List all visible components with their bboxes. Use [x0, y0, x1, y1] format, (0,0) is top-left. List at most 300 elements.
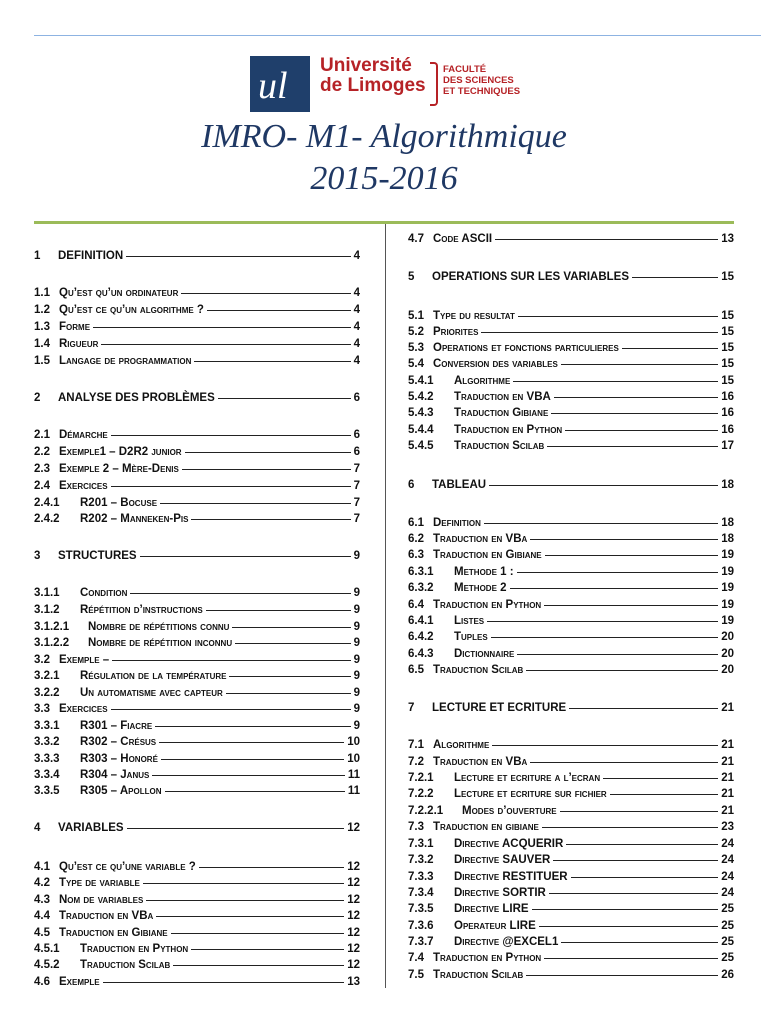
toc-entry[interactable]: [408, 968, 734, 982]
toc-entry-label: Conversion des variables: [433, 358, 558, 370]
toc-entry[interactable]: [408, 755, 734, 769]
toc-entry-label: Traduction en gibiane: [433, 821, 539, 833]
toc-entry-label: Traduction en Gibiane: [59, 927, 168, 939]
toc-leader-line: [622, 348, 718, 349]
toc-entry-page: 10: [347, 736, 360, 748]
toc-entry-number: 3.1.1: [34, 587, 60, 599]
toc-leader-line: [551, 413, 718, 414]
toc-entry[interactable]: [408, 309, 734, 323]
toc-entry-label: Traduction en Python: [433, 952, 542, 964]
toc-entry-page: 19: [721, 549, 734, 561]
toc-leader-line: [487, 621, 718, 622]
toc-entry-label: R302 – Crésus: [80, 736, 157, 748]
toc-entry-label: Directive @EXCEL1: [454, 936, 559, 948]
toc-entry-page: 20: [721, 631, 734, 643]
toc-entry[interactable]: [408, 870, 734, 884]
toc-entry-number: 4.5.2: [34, 959, 60, 971]
toc-entry-number: 4.7: [408, 233, 424, 245]
toc-entry-number: 6.1: [408, 517, 424, 529]
toc-entry-label: Exemple: [59, 976, 100, 988]
toc-entry-label: OPERATIONS SUR LES VARIABLES: [432, 271, 630, 283]
toc-entry-label: Type du resultat: [433, 310, 515, 322]
toc-leader-line: [226, 693, 351, 694]
toc-entry[interactable]: [408, 374, 734, 388]
toc-entry-number: 7.5: [408, 969, 424, 981]
toc-entry-page: 24: [721, 887, 734, 899]
toc-leader-line: [554, 397, 718, 398]
toc-entry-label: Algorithme: [433, 739, 490, 751]
toc-leader-line: [491, 637, 719, 638]
toc-entry-number: 5.1: [408, 310, 424, 322]
toc-entry-page: 7: [353, 513, 360, 525]
toc-entry-label: Directive SORTIR: [454, 887, 546, 899]
toc-entry-number: 7.2.2.1: [408, 805, 444, 817]
toc-entry[interactable]: [34, 512, 360, 526]
toc-entry-number: 7.3.7: [408, 936, 434, 948]
toc-entry[interactable]: [34, 445, 360, 459]
toc-leader-line: [191, 949, 344, 950]
faculty-line3: ET TECHNIQUES: [443, 86, 521, 97]
university-name-line1: Université: [320, 55, 412, 76]
toc-entry-label: R201 – Bocuse: [80, 497, 158, 509]
toc-entry-page: 9: [353, 670, 360, 682]
toc-entry-number: 2.2: [34, 446, 50, 458]
toc-entry[interactable]: [408, 439, 734, 453]
toc-entry[interactable]: [34, 893, 360, 907]
toc-entry[interactable]: [408, 406, 734, 420]
toc-entry-label: Traduction Scilab: [454, 440, 545, 452]
toc-entry-page: 11: [347, 769, 360, 781]
toc-entry-label: Traduction en Python: [454, 424, 563, 436]
toc-leader-line: [603, 778, 718, 779]
toc-entry-page: 12: [347, 861, 360, 873]
toc-chapter-entry[interactable]: [408, 478, 734, 492]
toc-entry-page: 19: [721, 582, 734, 594]
toc-entry[interactable]: [408, 581, 734, 595]
toc-entry-label: R202 – Manneken-Pis: [80, 513, 189, 525]
toc-entry-page: 19: [721, 599, 734, 611]
toc-leader-line: [489, 485, 718, 486]
toc-leader-line: [492, 745, 718, 746]
university-logo: [250, 56, 530, 112]
toc-entry-number: 4.5: [34, 927, 50, 939]
toc-leader-line: [112, 660, 350, 661]
toc-leader-line: [229, 676, 350, 677]
toc-entry[interactable]: [34, 768, 360, 782]
toc-entry-number: 7.4: [408, 952, 424, 964]
toc-entry-label: Traduction en VBa: [433, 756, 528, 768]
toc-leader-line: [571, 877, 719, 878]
toc-entry[interactable]: [408, 614, 734, 628]
toc-entry-number: 1.3: [34, 321, 50, 333]
toc-entry[interactable]: [34, 354, 360, 368]
toc-entry[interactable]: [34, 428, 360, 442]
toc-entry-label: Exercices: [59, 480, 108, 492]
toc-entry-label: Nombre de répétitions connu: [88, 621, 230, 633]
toc-entry-number: 7.3: [408, 821, 424, 833]
toc-leader-line: [632, 277, 718, 278]
toc-leader-line: [191, 519, 350, 520]
toc-leader-line: [146, 900, 344, 901]
toc-entry-number: 3.3.1: [34, 720, 60, 732]
toc-entry-number: 3.1.2.1: [34, 621, 70, 633]
toc-entry-page: 4: [353, 321, 360, 333]
toc-leader-line: [481, 332, 718, 333]
university-name-line2: de Limoges: [320, 75, 426, 96]
toc-entry-number: 6.4.3: [408, 648, 434, 660]
faculty-line1: FACULTÉ: [443, 64, 487, 75]
toc-entry-number: 1.1: [34, 287, 50, 299]
toc-entry-label: Traduction en Python: [80, 943, 189, 955]
toc-leader-line: [549, 893, 718, 894]
toc-entry[interactable]: [408, 341, 734, 355]
toc-entry[interactable]: [34, 586, 360, 600]
toc-entry-number: 6.5: [408, 664, 424, 676]
toc-entry-number: 3.3.2: [34, 736, 60, 748]
toc-entry[interactable]: [34, 496, 360, 510]
toc-entry-number: 2.1: [34, 429, 50, 441]
toc-leader-line: [565, 430, 718, 431]
toc-entry[interactable]: [34, 975, 360, 989]
toc-entry[interactable]: [34, 784, 360, 798]
toc-entry[interactable]: [408, 325, 734, 339]
toc-entry-page: 9: [353, 604, 360, 616]
toc-entry-page: 6: [353, 446, 360, 458]
toc-entry-label: Condition: [80, 587, 128, 599]
toc-entry-page: 12: [347, 910, 360, 922]
toc-entry-number: 5.4.2: [408, 391, 434, 403]
toc-entry-label: R305 – Apollon: [80, 785, 162, 797]
toc-leader-line: [530, 539, 718, 540]
toc-leader-line: [181, 293, 350, 294]
toc-entry[interactable]: [34, 909, 360, 923]
toc-leader-line: [194, 361, 350, 362]
green-divider: [34, 221, 734, 224]
toc-entry-number: 2.4: [34, 480, 50, 492]
toc-entry[interactable]: [34, 603, 360, 617]
toc-entry[interactable]: [408, 787, 734, 801]
toc-entry-number: 3: [34, 550, 41, 562]
toc-entry-page: 20: [721, 648, 734, 660]
toc-entry-number: 4.6: [34, 976, 50, 988]
toc-entry-page: 7: [353, 463, 360, 475]
toc-entry-page: 12: [347, 894, 360, 906]
toc-entry[interactable]: [34, 337, 360, 351]
toc-entry[interactable]: [34, 702, 360, 716]
toc-entry[interactable]: [408, 902, 734, 916]
toc-entry-page: 25: [721, 903, 734, 915]
toc-entry-number: 5.4: [408, 358, 424, 370]
toc-leader-line: [532, 909, 719, 910]
toc-entry-label: Type de variable: [59, 877, 140, 889]
column-divider: [385, 224, 386, 988]
toc-entry[interactable]: [408, 663, 734, 677]
toc-leader-line: [569, 708, 718, 709]
toc-entry[interactable]: [34, 462, 360, 476]
toc-leader-line: [526, 670, 718, 671]
toc-entry-page: 15: [721, 310, 734, 322]
toc-leader-line: [126, 256, 350, 257]
toc-entry-label: LECTURE ET ECRITURE: [432, 702, 567, 714]
toc-entry-number: 3.3.4: [34, 769, 60, 781]
toc-leader-line: [182, 469, 351, 470]
toc-entry-number: 1.4: [34, 338, 50, 350]
toc-entry-number: 2.4.1: [34, 497, 60, 509]
toc-entry[interactable]: [408, 390, 734, 404]
toc-entry-label: Qu’est ce qu’un algorithme ?: [59, 304, 204, 316]
toc-entry-number: 3.2.1: [34, 670, 60, 682]
toc-leader-line: [93, 327, 351, 328]
toc-leader-line: [155, 726, 350, 727]
toc-entry[interactable]: [408, 598, 734, 612]
toc-entry-page: 15: [721, 342, 734, 354]
toc-entry[interactable]: [34, 653, 360, 667]
toc-entry-page: 19: [721, 566, 734, 578]
toc-entry[interactable]: [408, 919, 734, 933]
toc-entry-page: 6: [353, 392, 360, 404]
toc-entry-page: 21: [721, 739, 734, 751]
toc-chapter-entry[interactable]: [34, 249, 360, 263]
toc-entry[interactable]: [408, 357, 734, 371]
toc-entry-page: 18: [721, 517, 734, 529]
toc-entry-label: Régulation de la température: [80, 670, 227, 682]
toc-entry-label: Exercices: [59, 703, 108, 715]
toc-entry-label: Traduction Scilab: [433, 969, 524, 981]
toc-entry-number: 5.3: [408, 342, 424, 354]
toc-leader-line: [111, 435, 351, 436]
toc-entry-label: Traduction en VBA: [454, 391, 551, 403]
toc-entry-number: 1: [34, 250, 41, 262]
toc-entry-number: 2.4.2: [34, 513, 60, 525]
toc-entry-number: 1.2: [34, 304, 50, 316]
toc-entry-label: Traduction Scilab: [433, 664, 524, 676]
toc-entry-label: Qu’est qu’un ordinateur: [59, 287, 179, 299]
toc-entry-number: 7.2: [408, 756, 424, 768]
toc-entry-label: Répétition d’instructions: [80, 604, 203, 616]
toc-leader-line: [545, 555, 719, 556]
toc-entry-page: 15: [721, 271, 734, 283]
toc-entry-label: ANALYSE DES PROBLÈMES: [58, 392, 215, 404]
toc-entry-label: Exemple1 – D2R2 junior: [59, 446, 182, 458]
toc-entry-page: 17: [721, 440, 734, 452]
toc-leader-line: [547, 446, 718, 447]
toc-leader-line: [101, 344, 350, 345]
toc-entry-number: 2: [34, 392, 41, 404]
logo-mark-text: ul: [258, 65, 288, 107]
toc-entry-number: 7.2.2: [408, 788, 434, 800]
toc-entry[interactable]: [408, 738, 734, 752]
toc-entry-page: 9: [353, 621, 360, 633]
toc-leader-line: [127, 828, 345, 829]
toc-leader-line: [171, 933, 345, 934]
toc-leader-line: [530, 762, 718, 763]
toc-entry-number: 7.3.5: [408, 903, 434, 915]
toc-leader-line: [517, 654, 718, 655]
toc-chapter-entry[interactable]: [34, 549, 360, 563]
toc-entry-label: Qu’est ce qu’une variable ?: [59, 861, 196, 873]
toc-leader-line: [103, 982, 345, 983]
toc-entry-number: 6.2: [408, 533, 424, 545]
toc-leader-line: [159, 742, 344, 743]
toc-entry-number: 7.3.6: [408, 920, 434, 932]
toc-entry[interactable]: [408, 951, 734, 965]
faculty-name: [443, 64, 520, 97]
toc-entry[interactable]: [34, 303, 360, 317]
toc-entry[interactable]: [34, 286, 360, 300]
toc-entry-number: 3.3.3: [34, 753, 60, 765]
toc-entry[interactable]: [408, 630, 734, 644]
toc-entry[interactable]: [34, 876, 360, 890]
toc-entry-page: 9: [353, 654, 360, 666]
toc-entry[interactable]: [408, 232, 734, 246]
toc-entry[interactable]: [34, 860, 360, 874]
toc-entry-number: 6.4.1: [408, 615, 434, 627]
toc-entry-label: Exemple 2 – Mère-Denis: [59, 463, 179, 475]
toc-entry[interactable]: [408, 820, 734, 834]
toc-entry-page: 9: [353, 637, 360, 649]
toc-leader-line: [553, 860, 718, 861]
toc-entry-page: 21: [721, 756, 734, 768]
toc-entry-page: 23: [721, 821, 734, 833]
toc-entry[interactable]: [408, 548, 734, 562]
toc-entry-page: 4: [353, 304, 360, 316]
toc-entry-label: DEFINITION: [58, 250, 124, 262]
toc-entry-number: 4.1: [34, 861, 50, 873]
toc-entry[interactable]: [408, 532, 734, 546]
toc-entry-number: 4.2: [34, 877, 50, 889]
toc-entry-number: 6.4: [408, 599, 424, 611]
toc-entry-page: 4: [353, 338, 360, 350]
toc-entry-number: 2.3: [34, 463, 50, 475]
toc-entry-label: Algorithme: [454, 375, 511, 387]
toc-entry-label: Rigueur: [59, 338, 99, 350]
toc-entry-page: 9: [353, 703, 360, 715]
toc-entry-page: 21: [721, 788, 734, 800]
toc-entry-number: 4.3: [34, 894, 50, 906]
toc-entry[interactable]: [34, 479, 360, 493]
document-year: 2015-2016: [310, 160, 458, 197]
toc-entry[interactable]: [408, 804, 734, 818]
toc-entry-page: 12: [347, 927, 360, 939]
toc-entry[interactable]: [34, 752, 360, 766]
toc-entry[interactable]: [408, 565, 734, 579]
toc-leader-line: [513, 381, 718, 382]
toc-entry[interactable]: [408, 516, 734, 530]
toc-entry-page: 18: [721, 533, 734, 545]
toc-entry[interactable]: [34, 958, 360, 972]
toc-leader-line: [165, 791, 345, 792]
toc-entry-number: 7.3.1: [408, 838, 434, 850]
toc-entry[interactable]: [34, 686, 360, 700]
toc-entry[interactable]: [408, 771, 734, 785]
toc-leader-line: [517, 572, 719, 573]
toc-entry-number: 3.3: [34, 703, 50, 715]
toc-entry-number: 3.2: [34, 654, 50, 666]
toc-leader-line: [484, 523, 718, 524]
toc-entry[interactable]: [408, 837, 734, 851]
toc-entry-page: 20: [721, 664, 734, 676]
toc-entry[interactable]: [34, 926, 360, 940]
toc-entry-label: Modes d’ouverture: [462, 805, 557, 817]
toc-entry[interactable]: [34, 669, 360, 683]
toc-entry[interactable]: [34, 320, 360, 334]
toc-leader-line: [560, 811, 719, 812]
toc-entry-label: Operateur LIRE: [454, 920, 536, 932]
toc-entry-number: 7.3.3: [408, 871, 434, 883]
toc-entry-label: Listes: [454, 615, 485, 627]
toc-entry[interactable]: [34, 735, 360, 749]
toc-entry-page: 25: [721, 936, 734, 948]
toc-chapter-entry[interactable]: [34, 821, 360, 835]
toc-entry[interactable]: [408, 647, 734, 661]
toc-entry-number: 5.2: [408, 326, 424, 338]
toc-entry-number: 7.1: [408, 739, 424, 751]
toc-entry-number: 7: [408, 702, 415, 714]
toc-entry-number: 4: [34, 822, 41, 834]
toc-leader-line: [610, 794, 719, 795]
toc-entry-label: Operations et fonctions particulieres: [433, 342, 619, 354]
toc-entry-page: 21: [721, 805, 734, 817]
toc-leader-line: [542, 827, 718, 828]
toc-entry-number: 6.4.2: [408, 631, 434, 643]
toc-entry-label: Traduction en Python: [433, 599, 542, 611]
top-rule: [34, 35, 761, 36]
toc-entry-number: 3.3.5: [34, 785, 60, 797]
toc-leader-line: [199, 867, 344, 868]
toc-entry-page: 10: [347, 753, 360, 765]
toc-entry-page: 13: [721, 233, 734, 245]
toc-entry-label: Directive ACQUERIR: [454, 838, 564, 850]
toc-entry[interactable]: [34, 636, 360, 650]
toc-leader-line: [218, 398, 351, 399]
toc-entry-label: VARIABLES: [58, 822, 124, 834]
toc-entry-label: TABLEAU: [432, 479, 487, 491]
toc-leader-line: [152, 775, 344, 776]
toc-entry[interactable]: [408, 853, 734, 867]
toc-chapter-entry[interactable]: [408, 701, 734, 715]
toc-entry[interactable]: [34, 719, 360, 733]
toc-entry-number: 7.3.4: [408, 887, 434, 899]
toc-entry-number: 5.4.1: [408, 375, 434, 387]
toc-leader-line: [232, 627, 350, 628]
toc-entry-page: 7: [353, 480, 360, 492]
toc-entry[interactable]: [34, 942, 360, 956]
toc-entry-label: Nom de variables: [59, 894, 144, 906]
toc-leader-line: [566, 844, 718, 845]
toc-entry[interactable]: [408, 886, 734, 900]
toc-entry-page: 16: [721, 424, 734, 436]
toc-leader-line: [561, 364, 718, 365]
toc-entry-label: Langage de programmation: [59, 355, 192, 367]
toc-entry-number: 5.4.4: [408, 424, 434, 436]
toc-entry-label: Lecture et ecriture sur fichier: [454, 788, 607, 800]
toc-leader-line: [544, 958, 718, 959]
toc-entry[interactable]: [408, 935, 734, 949]
toc-entry-page: 12: [347, 877, 360, 889]
toc-chapter-entry[interactable]: [408, 270, 734, 284]
toc-entry[interactable]: [34, 620, 360, 634]
toc-chapter-entry[interactable]: [34, 391, 360, 405]
toc-entry-page: 15: [721, 326, 734, 338]
toc-entry[interactable]: [408, 423, 734, 437]
toc-entry-page: 16: [721, 407, 734, 419]
toc-leader-line: [518, 316, 718, 317]
toc-entry-number: 3.1.2: [34, 604, 60, 616]
toc-leader-line: [185, 452, 351, 453]
toc-entry-page: 15: [721, 375, 734, 387]
toc-entry-number: 6.3.2: [408, 582, 434, 594]
toc-entry-label: R303 – Honoré: [80, 753, 158, 765]
